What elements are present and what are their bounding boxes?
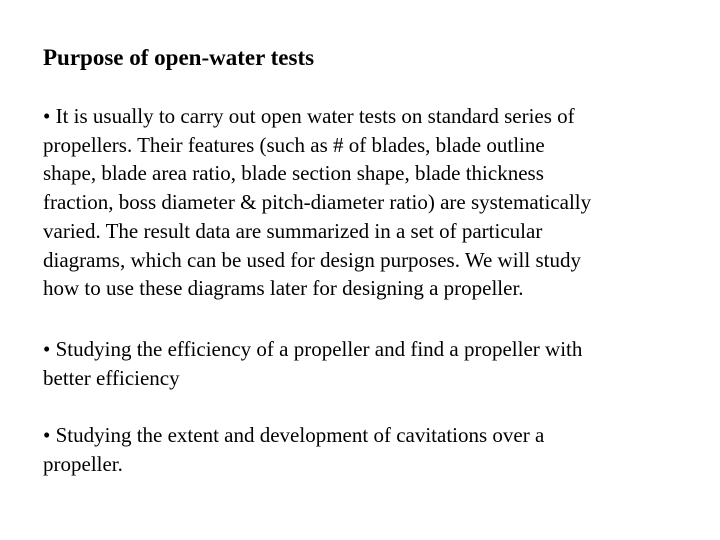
slide-title: Purpose of open-water tests — [43, 45, 315, 70]
bullet-paragraph-standard-series — [43, 102, 693, 303]
text-line: • Studying the efficiency of a propeller and find a propeller with — [43, 337, 583, 361]
text-line: diagrams, which can be used for design purposes. We will study — [43, 247, 581, 272]
text-line: how to use these diagrams later for designing a propeller. — [43, 276, 524, 301]
text-line: varied. The result data are summarized in a set of particular — [43, 218, 543, 243]
text-line: • It is usually to carry out open water tests on standard series of — [43, 104, 575, 128]
text-line: propeller. — [43, 451, 123, 476]
text-line: • Studying the extent and development of cavitations over a — [43, 423, 545, 447]
text-line: shape, blade area ratio, blade section shape, blade thickness — [43, 161, 544, 186]
bullet-paragraph-cavitation — [43, 421, 693, 478]
bullet-paragraph-efficiency — [43, 335, 693, 392]
text-line: better efficiency — [43, 365, 180, 390]
text-line: propellers. Their features (such as # of blades, blade outline — [43, 132, 545, 157]
text-line: fraction, boss diameter & pitch-diameter ratio) are systematically — [43, 190, 592, 215]
